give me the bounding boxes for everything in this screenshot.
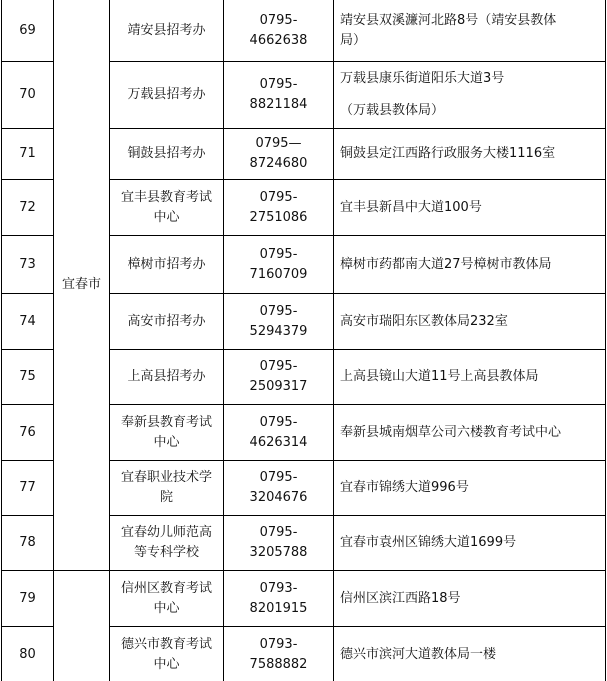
phone-line: 0795—	[255, 136, 302, 151]
address-line: 万载县康乐街道阳乐大道3号	[340, 71, 505, 86]
address	[334, 350, 606, 405]
office-name-line: 中心	[153, 209, 180, 225]
phone-number	[224, 461, 334, 516]
city-cell: 宜春市	[54, 0, 110, 571]
office-name-line: 宜丰县教育考试	[120, 189, 212, 205]
phone-number	[224, 627, 334, 681]
office-name-line: 中心	[153, 434, 180, 450]
table-row	[2, 571, 606, 627]
office-name	[110, 236, 224, 294]
table-row	[2, 0, 606, 62]
phone-line: 0795-	[259, 414, 298, 430]
office-name-line: 德兴市教育考试	[120, 636, 212, 652]
office-name-line: 中心	[153, 656, 180, 672]
row-number: 74	[2, 294, 54, 350]
office-name-line: 院	[159, 490, 173, 505]
row-number: 75	[2, 350, 54, 405]
city-cell	[54, 571, 110, 681]
row-number: 70	[2, 62, 54, 129]
phone-number	[224, 0, 334, 62]
phone-line: 2751086	[249, 209, 308, 225]
phone-line: 0795-	[259, 359, 298, 374]
office-name-line: 靖安县招考办	[127, 22, 206, 38]
office-name	[110, 180, 224, 236]
exam-office-contact-table	[1, 0, 606, 681]
phone-number	[224, 180, 334, 236]
phone-line: 4626314	[249, 434, 308, 450]
phone-line: 0795-	[259, 525, 298, 540]
address-line: 宜春市袁州区锦绣大道1699号	[340, 535, 517, 550]
row-number: 73	[2, 236, 54, 294]
office-name	[110, 516, 224, 571]
address	[334, 571, 606, 627]
row-number: 79	[2, 571, 54, 627]
office-name-line: 上高县招考办	[127, 369, 206, 384]
address-line: 宜春市锦绣大道996号	[340, 480, 469, 495]
phone-line: 7588882	[249, 656, 308, 672]
office-name-line: 铜鼓县招考办	[127, 146, 206, 161]
row-number: 77	[2, 461, 54, 516]
address-gap	[340, 89, 601, 101]
phone-line: 4662638	[249, 32, 308, 48]
table-body	[2, 0, 606, 681]
address	[334, 294, 606, 350]
phone-line: 0795-	[259, 246, 298, 262]
address	[334, 180, 606, 236]
office-name-line: 宜春职业技术学	[120, 470, 212, 485]
address	[334, 236, 606, 294]
phone-line: 3205788	[249, 545, 308, 560]
row-number: 80	[2, 627, 54, 681]
address-line: 铜鼓县定江西路行政服务大楼1116室	[340, 146, 556, 161]
phone-line: 5294379	[249, 323, 308, 339]
phone-line: 0795-	[259, 189, 298, 205]
row-number: 69	[2, 0, 54, 62]
phone-line: 0795-	[259, 77, 298, 92]
phone-line: 0795-	[259, 470, 298, 485]
office-name-line: 宜春幼儿师范高	[120, 525, 212, 540]
office-name-line: 高安市招考办	[127, 313, 206, 329]
office-name-line: 等专科学校	[133, 545, 199, 560]
phone-line: 0795-	[259, 303, 298, 319]
phone-line: 8821184	[249, 97, 308, 112]
office-name	[110, 350, 224, 405]
phone-line: 0793-	[259, 580, 298, 596]
row-number: 76	[2, 405, 54, 461]
row-number: 78	[2, 516, 54, 571]
address	[334, 62, 606, 129]
address-line: （万载县教体局）	[340, 103, 445, 118]
phone-number	[224, 516, 334, 571]
office-name	[110, 129, 224, 180]
address-line: 宜丰县新昌中大道100号	[340, 199, 482, 215]
phone-number	[224, 405, 334, 461]
phone-line: 7160709	[249, 266, 308, 282]
office-name	[110, 461, 224, 516]
phone-number	[224, 62, 334, 129]
office-name	[110, 62, 224, 129]
row-number: 72	[2, 180, 54, 236]
address-line: 靖安县双溪濂河北路8号（靖安县教体	[340, 12, 557, 28]
address	[334, 405, 606, 461]
phone-number	[224, 129, 334, 180]
office-name	[110, 0, 224, 62]
phone-line: 3204676	[249, 490, 308, 505]
office-name	[110, 405, 224, 461]
phone-number	[224, 571, 334, 627]
office-name-line: 万载县招考办	[127, 87, 206, 102]
address-line: 上高县镜山大道11号上高县教体局	[340, 369, 539, 384]
office-name	[110, 627, 224, 681]
office-name	[110, 571, 224, 627]
address	[334, 129, 606, 180]
address-line: 信州区滨江西路18号	[340, 590, 461, 606]
address	[334, 0, 606, 62]
address-line: 德兴市滨河大道教体局一楼	[340, 646, 497, 662]
office-name-line: 奉新县教育考试	[120, 414, 212, 430]
address-line: 局）	[340, 32, 367, 48]
address	[334, 461, 606, 516]
row-number: 71	[2, 129, 54, 180]
phone-line: 0793-	[259, 636, 298, 652]
phone-line: 8724680	[249, 156, 308, 171]
address-line: 奉新县城南烟草公司六楼教育考试中心	[340, 424, 562, 440]
office-name-line: 中心	[153, 600, 180, 616]
address	[334, 516, 606, 571]
phone-number	[224, 350, 334, 405]
address-line: 樟树市药都南大道27号樟树市教体局	[340, 256, 552, 272]
phone-number	[224, 236, 334, 294]
address	[334, 627, 606, 681]
office-name-line: 信州区教育考试	[120, 580, 212, 596]
address-line: 高安市瑞阳东区教体局232室	[340, 313, 508, 329]
phone-line: 2509317	[249, 379, 308, 394]
phone-number	[224, 294, 334, 350]
office-name-line: 樟树市招考办	[127, 256, 206, 272]
office-name	[110, 294, 224, 350]
phone-line: 0795-	[259, 12, 298, 28]
phone-line: 8201915	[249, 600, 308, 616]
